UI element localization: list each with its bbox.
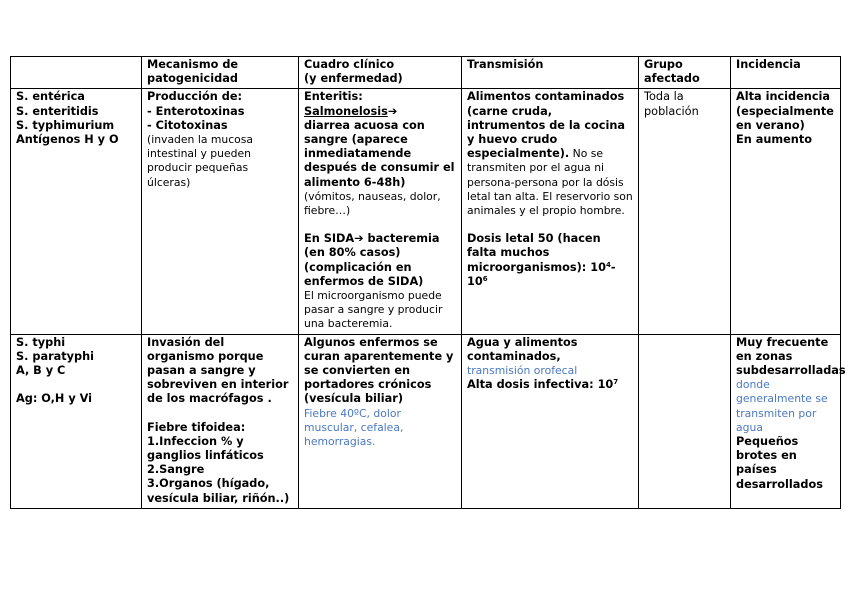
mechanism-cell: Invasión del organismo porque pasan a sangre y sobreviven en interior de los macrófagos . Fiebre tifoidea: 1.Infeccion % y ganglios linfáticos 2.Sangre 3.Organos (hígado, vesícula biliar, riñón..) (142, 334, 299, 508)
header-group: Grupo afectado (639, 57, 731, 89)
header-mechanism: Mecanismo de patogenicidad (142, 57, 299, 89)
table-row (11, 89, 841, 334)
organism-cell: S. typhi S. paratyphi A, B y C Ag: O,H y Vi (11, 334, 142, 508)
header-clinical: Cuadro clínico (y enfermedad) (299, 57, 462, 89)
salmonella-table (10, 56, 846, 509)
table-row (11, 334, 841, 508)
group-cell: Toda la población (639, 89, 731, 334)
header-incidence: Incidencia (731, 57, 841, 89)
organism-cell: S. entérica S. enteritidis S. typhimurium Antígenos H y O (11, 89, 142, 334)
group-cell (639, 334, 731, 508)
incidence-cell: Alta incidencia (especialmente en verano) En aumento (731, 89, 841, 334)
incidence-cell: Muy frecuente en zonas subdesarrolladas donde generalmente se transmiten por agua Pequeños brotes en países desarrollados (731, 334, 841, 508)
transmission-cell: Alimentos contaminados (carne cruda, intrumentos de la cocina y huevo crudo especialmente). No se transmiten por el agua ni persona-persona por la dósis letal tan alta. El reservorio son animales y el propio hombre. Dosis letal 50 (hacen falta muchos microorganismos): $10^4-10^6$ (462, 89, 639, 334)
header-row (11, 57, 841, 89)
header-organism (11, 57, 142, 89)
transmission-cell: Agua y alimentos contaminados, transmisión orofecal Alta dosis infectiva: $10^7$ (462, 334, 639, 508)
mechanism-cell: Producción de: - Enterotoxinas - Citotoxinas (invaden la mucosa intestinal y pueden producir pequeñas úlceras) (142, 89, 299, 334)
header-transmission: Transmisión (462, 57, 639, 89)
clinical-cell: Enteritis: Salmonelosis➔ diarrea acuosa con sangre (aparece inmediatamende después de consumir el alimento 6-48h) (vómitos, nauseas, dolor, fiebre…) En SIDA➔ bacteremia (en 80% casos) (complicación en enfermos de SIDA) El microorganismo puede pasar a sangre y producir una bacteremia. (299, 89, 462, 334)
clinical-cell: Algunos enfermos se curan aparentemente y se convierten en portadores crónicos (vesícula biliar) Fiebre 40ºC, dolor muscular, cefalea, hemorragias. (299, 334, 462, 508)
